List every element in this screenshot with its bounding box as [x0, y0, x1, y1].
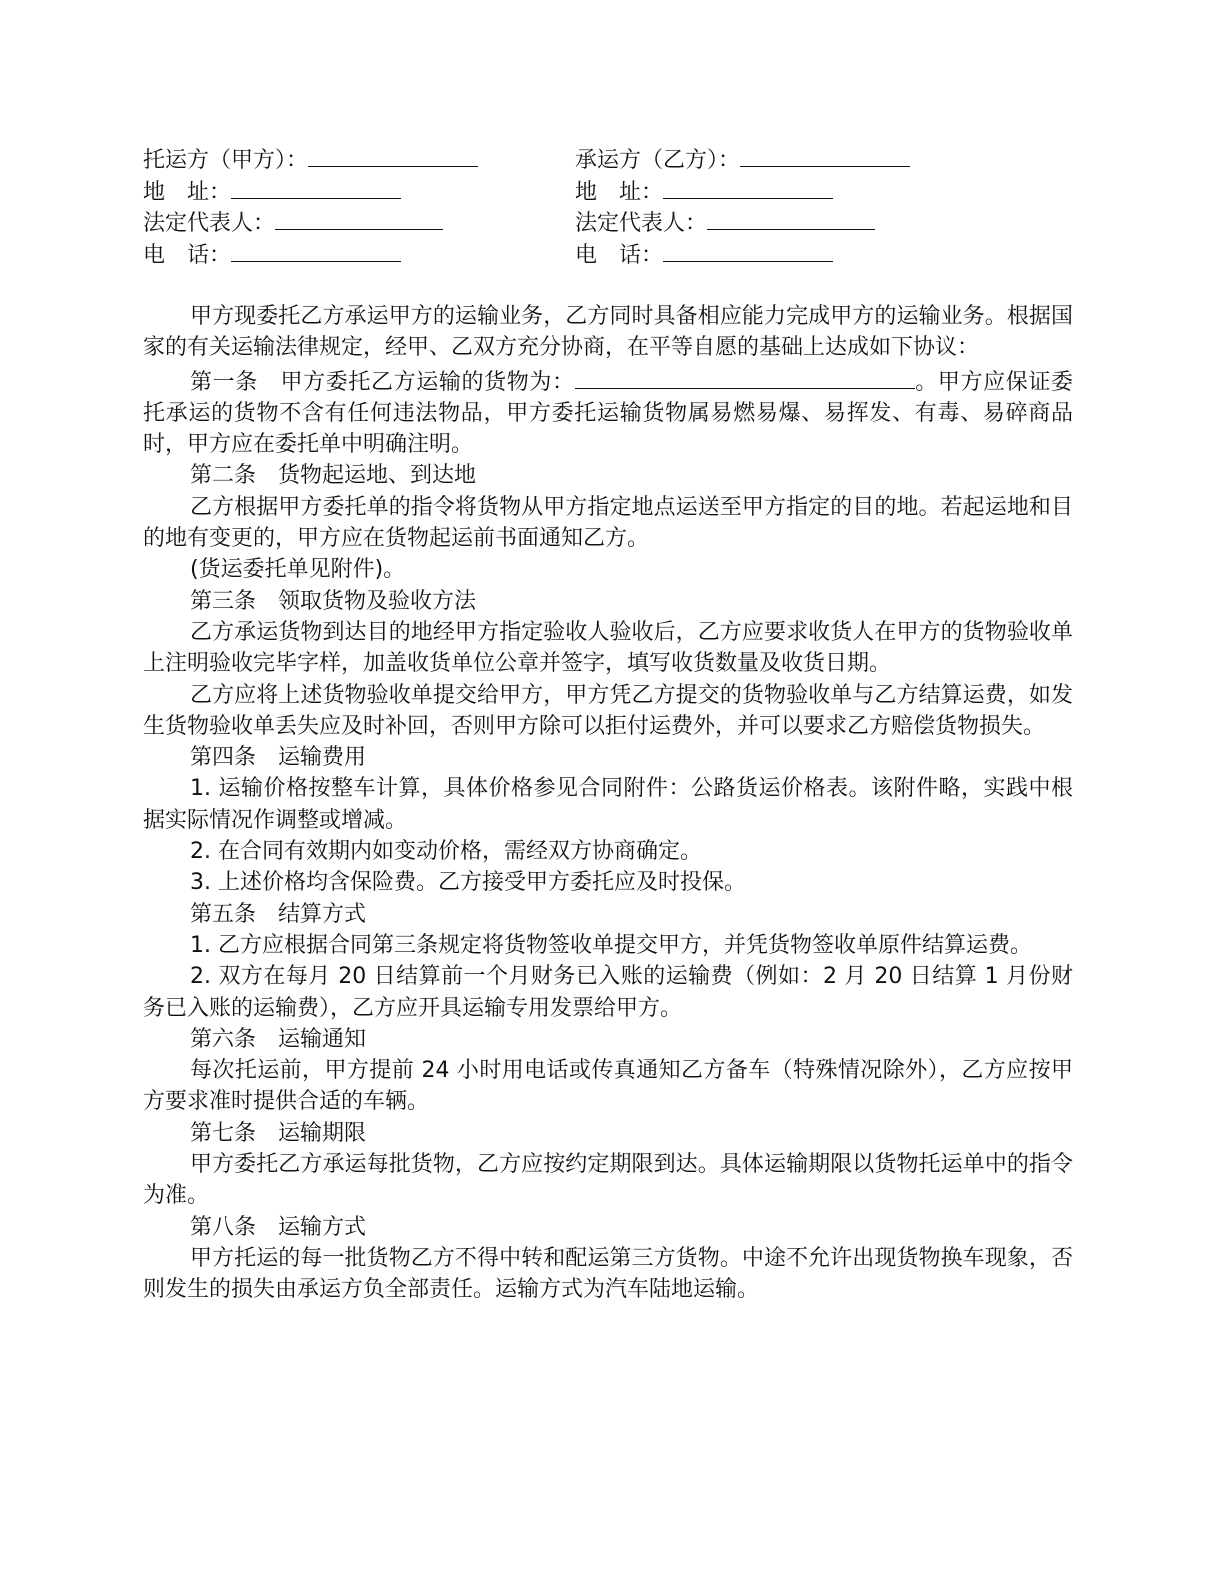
article-7-title: 第七条 运输期限 — [190, 1120, 367, 1146]
article-3-title: 第三条 领取货物及验收方法 — [190, 588, 477, 614]
shipper-name-blank — [308, 142, 478, 167]
article-2-paragraph-2: (货运委托单见附件)。 — [190, 557, 406, 583]
article-8-title: 第八条 运输方式 — [190, 1214, 367, 1240]
article-5-title: 第五条 结算方式 — [190, 901, 367, 927]
party-row-address — [143, 174, 1073, 206]
article-6-paragraph: 每次托运前，甲方提前 24 小时用电话或传真通知乙方备车（特殊情况除外），乙方应按甲方要求准时提供合适的车辆。 — [143, 1058, 1073, 1115]
shipper-rep-blank — [275, 205, 443, 230]
party-row-representative — [143, 205, 1073, 237]
article-1-head: 第一条 甲方委托乙方运输的货物为： — [190, 369, 575, 395]
shipper-phone-label: 电 话： — [143, 242, 232, 268]
carrier-rep-blank — [707, 205, 875, 230]
article-2-paragraph-1: 乙方根据甲方委托单的指令将货物从甲方指定地点运送至甲方指定的目的地。若起运地和目的地有变更的，甲方应在货物起运前书面通知乙方。 — [143, 494, 1073, 552]
party-row-name — [143, 142, 1073, 174]
article-3-paragraph-1: 乙方承运货物到达目的地经甲方指定验收人验收后，乙方应要求收货人在甲方的货物验收单上注明验收完毕字样，加盖收货单位公章并签字，填写收货数量及收货日期。 — [143, 619, 1073, 677]
intro-paragraph: 甲方现委托乙方承运甲方的运输业务，乙方同时具备相应能力完成甲方的运输业务。根据国家的有关运输法律规定，经甲、乙双方充分协商，在平等自愿的基础上达成如下协议： — [143, 304, 1073, 361]
shipper-label: 托运方（甲方）： — [143, 148, 309, 173]
article-1-tail: 。甲方应保证委托承运的货物不含有任何违法物品，甲方委托运输货物属易燃易爆、易挥发、有毒、易碎商品时，甲方应在委托单中明确注明。 — [143, 369, 1073, 458]
article-8-paragraph: 甲方托运的每一批货物乙方不得中转和配运第三方货物。中途不允许出现货物换车现象，否则发生的损失由承运方负全部责任。运输方式为汽车陆地运输。 — [143, 1245, 1073, 1303]
article-3-paragraph-2: 乙方应将上述货物验收单提交给甲方，甲方凭乙方提交的货物验收单与乙方结算运费，如发生货物验收单丢失应及时补回，否则甲方除可以拒付运费外，并可以要求乙方赔偿货物损失。 — [143, 682, 1073, 739]
article-4-title: 第四条 运输费用 — [190, 745, 367, 771]
contract-page — [143, 142, 1073, 1306]
carrier-phone-blank — [663, 237, 833, 262]
article-7-paragraph: 甲方委托乙方承运每批货物，乙方应按约定期限到达。具体运输期限以货物托运单中的指令为准。 — [143, 1152, 1073, 1209]
article-6-title: 第六条 运输通知 — [190, 1026, 367, 1052]
article-4-item-2: 2. 在合同有效期内如变动价格，需经双方协商确定。 — [190, 839, 702, 865]
goods-blank — [575, 364, 915, 389]
shipper-phone-blank — [231, 237, 401, 262]
carrier-label: 承运方（乙方）： — [575, 148, 741, 173]
article-2-title: 第二条 货物起运地、到达地 — [190, 463, 477, 489]
article-5-item-2: 2. 双方在每月 20 日结算前一个月财务已入账的运输费（例如：2 月 20 日结算 1 月份财务已入账的运输费），乙方应开具运输专用发票给甲方。 — [143, 964, 1073, 1021]
article-4-item-1: 1. 运输价格按整车计算，具体价格参见合同附件：公路货运价格表。该附件略，实践中根据实际情况作调整或增减。 — [143, 776, 1073, 833]
shipper-address-blank — [231, 174, 401, 199]
carrier-address-blank — [663, 174, 833, 199]
shipper-rep-label: 法定代表人： — [143, 211, 276, 236]
party-row-phone — [143, 237, 1073, 269]
carrier-address-label: 地 址： — [575, 179, 664, 205]
carrier-name-blank — [740, 142, 910, 167]
shipper-address-label: 地 址： — [143, 179, 232, 205]
carrier-phone-label: 电 话： — [575, 242, 664, 268]
article-5-item-1: 1. 乙方应根据合同第三条规定将货物签收单提交甲方，并凭货物签收单原件结算运费。 — [190, 932, 1032, 958]
party-info-block — [143, 142, 1073, 268]
article-1 — [143, 364, 1073, 461]
contract-body — [143, 301, 1073, 1306]
carrier-rep-label: 法定代表人： — [575, 211, 708, 236]
article-4-item-3: 3. 上述价格均含保险费。乙方接受甲方委托应及时投保。 — [190, 870, 746, 896]
